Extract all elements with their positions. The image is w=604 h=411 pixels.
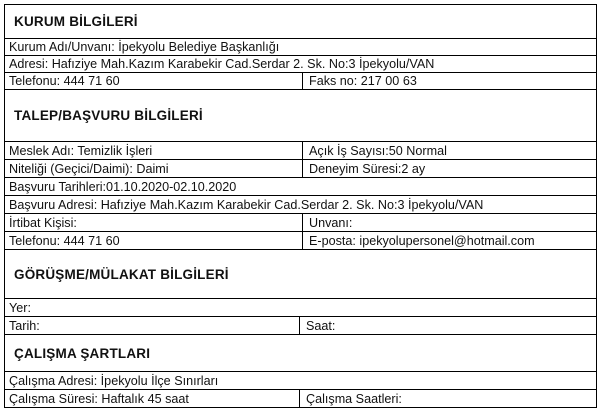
yer-field: Yer: — [9, 300, 31, 315]
row-irtibat — [5, 214, 596, 232]
saat-field: Saat: — [299, 317, 596, 334]
section-header-kurum — [5, 5, 596, 39]
section-title: TALEP/BAŞVURU BİLGİLERİ — [14, 108, 203, 123]
section-header-calisma — [5, 335, 596, 372]
calisma-suresi-field: Çalışma Süresi: Haftalık 45 saat — [9, 391, 189, 406]
deneyim-suresi-field: Deneyim Süresi:2 ay — [302, 160, 596, 177]
nitelik-field: Niteliği (Geçici/Daimi): Daimi — [9, 161, 169, 176]
row-basvuru-adresi — [5, 196, 596, 214]
row-yer — [5, 299, 596, 317]
row-talep-iletisim — [5, 232, 596, 250]
basvuru-tarihleri-field: Başvuru Tarihleri:01.10.2020-02.10.2020 — [9, 179, 237, 194]
row-calisma-sure — [5, 390, 596, 407]
row-kurum-iletisim — [5, 73, 596, 90]
section-title: GÖRÜŞME/MÜLAKAT BİLGİLERİ — [14, 266, 229, 282]
section-title: KURUM BİLGİLERİ — [14, 14, 138, 29]
section-header-talep — [5, 90, 596, 142]
row-basvuru-tarihleri — [5, 178, 596, 196]
section-header-gorusme — [5, 250, 596, 299]
row-nitelik — [5, 160, 596, 178]
row-kurum-adres — [5, 56, 596, 73]
kurum-telefon-field: Telefonu: 444 71 60 — [9, 74, 120, 88]
job-posting-form — [4, 4, 597, 408]
kurum-faks-field: Faks no: 217 00 63 — [302, 73, 596, 89]
irtibat-kisisi-field: İrtibat Kişisi: — [9, 215, 77, 230]
meslek-adi-field: Meslek Adı: Temizlik İşleri — [9, 143, 153, 158]
tarih-field: Tarih: — [9, 318, 40, 333]
acik-is-sayisi-field: Açık İş Sayısı:50 Normal — [302, 142, 596, 159]
calisma-saatleri-field: Çalışma Saatleri: — [299, 390, 596, 407]
row-kurum-adi — [5, 39, 596, 56]
row-meslek — [5, 142, 596, 160]
eposta-field: E-posta: ipekyolupersonel@hotmail.com — [302, 232, 596, 249]
row-tarih-saat — [5, 317, 596, 335]
kurum-adres-field: Adresi: Hafıziye Mah.Kazım Karabekir Cad.Serdar 2. Sk. No:3 İpekyolu/VAN — [9, 57, 435, 71]
kurum-adi-field: Kurum Adı/Unvanı: İpekyolu Belediye Başkanlığı — [9, 40, 280, 54]
unvan-field: Unvanı: — [302, 214, 596, 231]
section-title: ÇALIŞMA ŞARTLARI — [14, 345, 151, 361]
basvuru-adresi-field: Başvuru Adresi: Hafıziye Mah.Kazım Karabekir Cad.Serdar 2. Sk. No:3 İpekyolu/VAN — [9, 197, 484, 212]
row-calisma-adresi — [5, 372, 596, 390]
calisma-adresi-field: Çalışma Adresi: İpekyolu İlçe Sınırları — [9, 373, 219, 388]
talep-telefon-field: Telefonu: 444 71 60 — [9, 233, 120, 248]
